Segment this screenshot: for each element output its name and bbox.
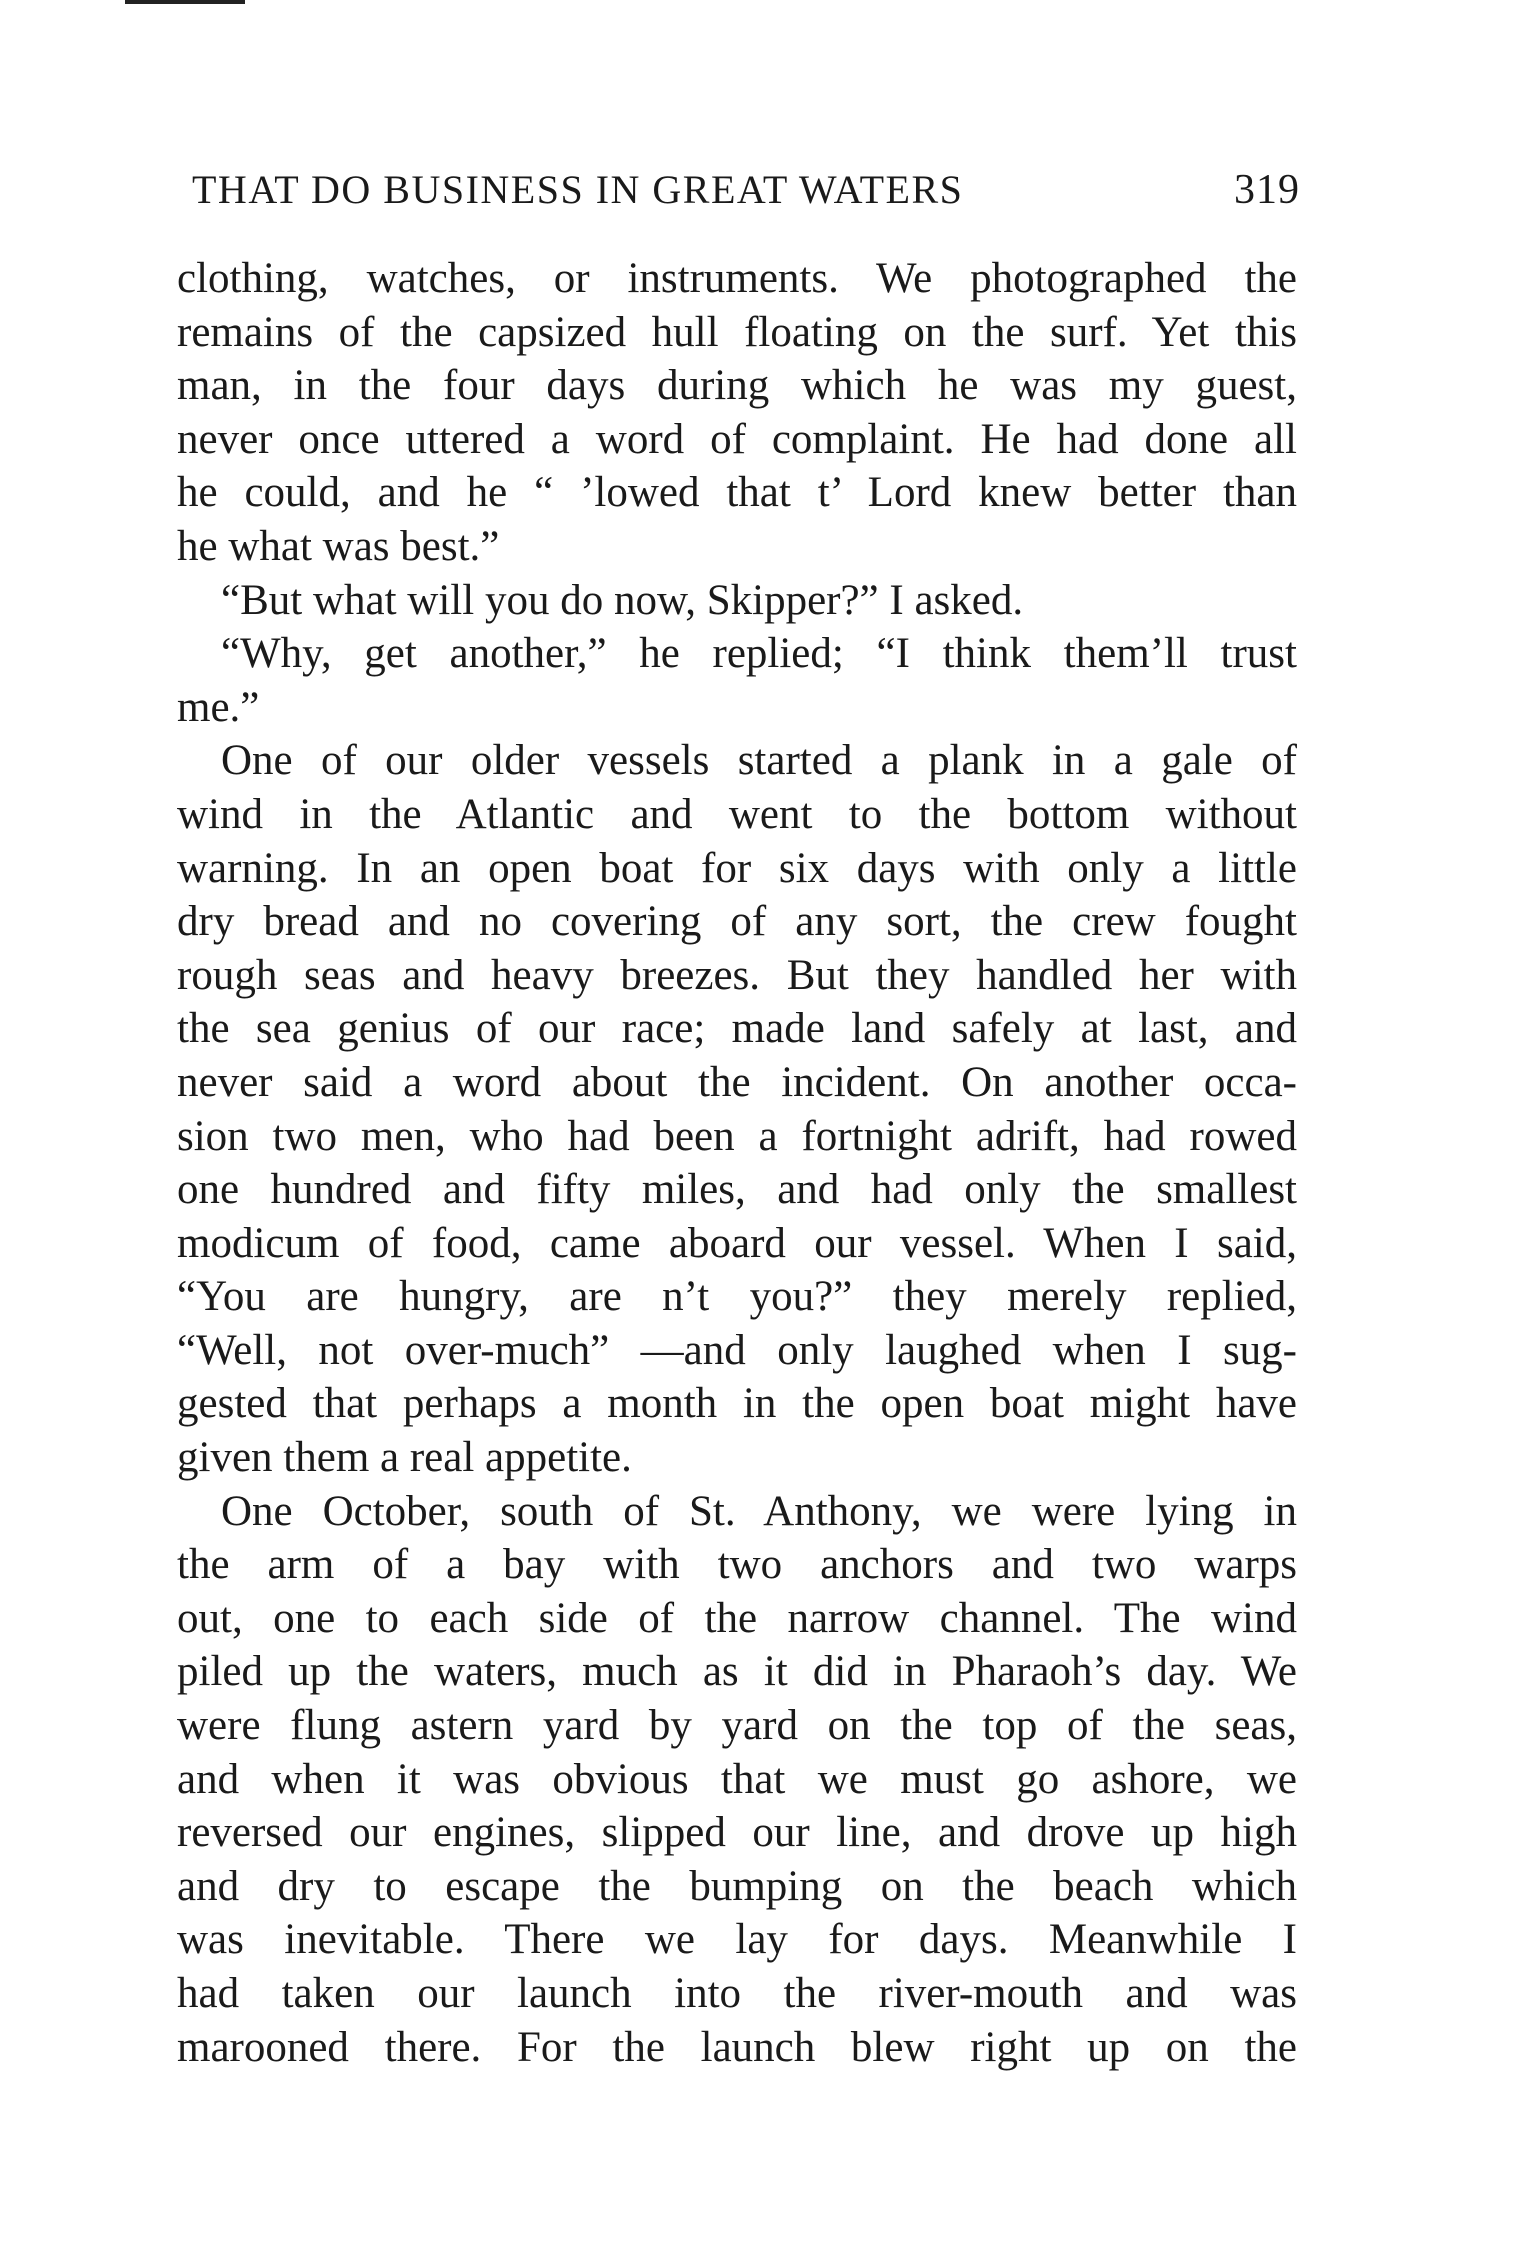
text-line: sion two men, who had been a fortnight adrift, had rowed	[177, 1112, 1297, 1160]
text-line: gested that perhaps a month in the open boat might have	[177, 1380, 1297, 1428]
text-line: remains of the capsized hull floating on the surf. Yet this	[177, 308, 1297, 356]
text-line: marooned there. For the launch blew right up on the	[177, 2023, 1297, 2071]
text-line: dry bread and no covering of any sort, the crew fought	[177, 898, 1297, 946]
text-line: and dry to escape the bumping on the beach which	[177, 1862, 1297, 1910]
text-line: never once uttered a word of complaint. He had done all	[177, 415, 1297, 463]
text-line: One October, south of St. Anthony, we were lying in	[221, 1487, 1297, 1535]
text-line: one hundred and fifty miles, and had only the smallest	[177, 1166, 1297, 1214]
text-line: clothing, watches, or instruments. We photographed the	[177, 255, 1297, 302]
text-line: had taken our launch into the river-mouth and was	[177, 1970, 1297, 2017]
text-line: “Well, not over-much” —and only laughed when I sug-	[177, 1326, 1297, 1374]
text-line: piled up the waters, much as it did in Pharaoh’s day. We	[177, 1648, 1297, 1696]
text-line: rough seas and heavy breezes. But they handled her with	[177, 951, 1297, 999]
text-line: “You are hungry, are n’t you?” they merely replied,	[177, 1273, 1297, 1321]
text-line: “But what will you do now, Skipper?” I asked.	[221, 576, 1024, 624]
text-line: were flung astern yard by yard on the top of the seas,	[177, 1702, 1297, 1750]
text-line: reversed our engines, slipped our line, and drove up high	[177, 1809, 1297, 1857]
text-line: was inevitable. There we lay for days. Meanwhile I	[177, 1916, 1297, 1964]
text-line: warning. In an open boat for six days with only a little	[177, 844, 1297, 892]
page-number: 319	[1234, 167, 1300, 213]
top-rule	[125, 0, 245, 4]
text-line: man, in the four days during which he was my guest,	[177, 362, 1297, 410]
body-text	[177, 252, 1297, 2074]
text-line: out, one to each side of the narrow channel. The wind	[177, 1594, 1297, 1642]
text-line: and when it was obvious that we must go ashore, we	[177, 1755, 1297, 1803]
text-line: modicum of food, came aboard our vessel. When I said,	[177, 1219, 1297, 1267]
text-line: the arm of a bay with two anchors and two warps	[177, 1541, 1297, 1589]
text-line: “Why, get another,” he replied; “I think them’ll trust	[221, 630, 1297, 678]
text-line: the sea genius of our race; made land safely at last, and	[177, 1005, 1297, 1053]
text-line: me.”	[177, 683, 260, 731]
text-line: he could, and he “ ’lowed that t’ Lord knew better than	[177, 469, 1297, 517]
page-header	[192, 166, 1300, 236]
text-line: One of our older vessels started a plank in a gale of	[221, 737, 1297, 785]
text-line: he what was best.”	[177, 522, 500, 570]
text-line: wind in the Atlantic and went to the bottom without	[177, 790, 1297, 838]
text-line: never said a word about the incident. On another occa-	[177, 1058, 1297, 1106]
running-head: THAT DO BUSINESS IN GREAT WATERS	[192, 167, 964, 212]
text-line: given them a real appetite.	[177, 1434, 632, 1482]
